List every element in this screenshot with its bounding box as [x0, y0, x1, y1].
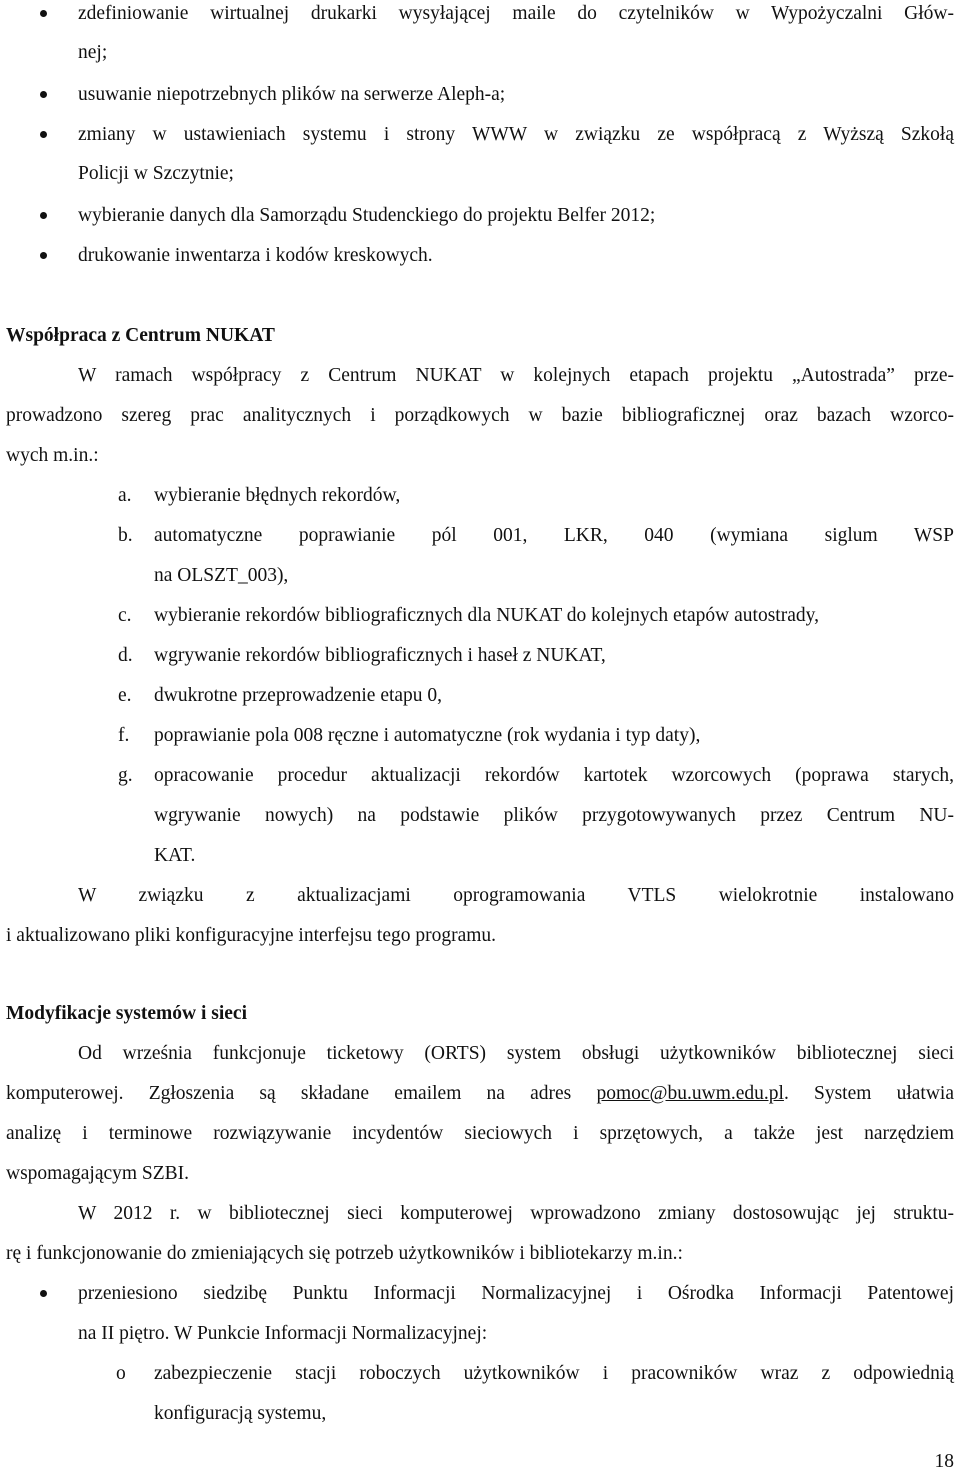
list-item-text: nej; [78, 42, 108, 63]
bullet-icon [40, 91, 47, 98]
paragraph-line: wspomagającym SZBI. [6, 1163, 190, 1184]
list-item-text: KAT. [154, 845, 196, 866]
bullet-icon [40, 131, 47, 138]
bullet-icon [40, 212, 47, 219]
paragraph-line: W ramach współpracy z Centrum NUKAT w kolejnych etapach projektu „Autostrada” prze- [78, 365, 954, 386]
paragraph-line: rę i funkcjonowanie do zmieniających się potrzeb użytkowników i bibliotekarzy m.in.: [6, 1243, 683, 1264]
bullet-icon [40, 1290, 47, 1297]
paragraph-line: i aktualizowano pliki konfiguracyjne interfejsu tego programu. [6, 925, 497, 946]
list-item-label: c. [118, 605, 132, 626]
circle-bullet-icon: o [116, 1363, 126, 1384]
list-item-text: wybieranie błędnych rekordów, [154, 485, 401, 506]
paragraph-text: . System ułatwia [783, 1083, 954, 1104]
paragraph-line: W 2012 r. w bibliotecznej sieci komputerowej wprowadzono zmiany dostosowując jej struktu- [78, 1203, 954, 1224]
list-item-text: na II piętro. W Punkcie Informacji Normalizacyjnej: [78, 1323, 488, 1344]
bullet-icon [40, 252, 47, 259]
list-item-text: wgrywanie rekordów bibliograficznych i haseł z NUKAT, [154, 645, 606, 666]
list-item-label: g. [118, 765, 133, 786]
list-item-text: opracowanie procedur aktualizacji rekordów kartotek wzorcowych (poprawa starych, [154, 765, 954, 786]
list-item-text: usuwanie niepotrzebnych plików na serwerze Aleph-a; [78, 84, 506, 105]
list-item-label: e. [118, 685, 132, 706]
list-item-text: automatyczne poprawianie pól 001, LKR, 040 (wymiana siglum WSP [154, 525, 954, 546]
list-item-text: zabezpieczenie stacji roboczych użytkowników i pracowników wraz z odpowiednią [154, 1363, 954, 1384]
list-item-text: drukowanie inwentarza i kodów kreskowych. [78, 245, 433, 266]
list-item-text: wybieranie danych dla Samorządu Studenckiego do projektu Belfer 2012; [78, 205, 656, 226]
paragraph-line: W związku z aktualizacjami oprogramowania VTLS wielokrotnie instalowano [78, 885, 954, 906]
email-link[interactable]: pomoc@bu.uwm.edu.pl [596, 1083, 784, 1104]
list-item-text: wgrywanie nowych) na podstawie plików przygotowywanych przez Centrum NU- [154, 805, 954, 826]
list-item-label: f. [118, 725, 130, 746]
list-item-text: konfiguracją systemu, [154, 1403, 327, 1424]
paragraph-line: prowadzono szereg prac analitycznych i porządkowych w bazie bibliograficznej oraz bazach wzorco- [6, 405, 954, 426]
paragraph-line: analizę i terminowe rozwiązywanie incydentów sieciowych i sprzętowych, a także jest narzędziem [6, 1123, 954, 1144]
list-item-label: d. [118, 645, 133, 666]
list-item-text: na OLSZT_003), [154, 565, 289, 586]
paragraph-line [6, 1082, 954, 1106]
list-item-text: zdefiniowanie wirtualnej drukarki wysyłającej maile do czytelników w Wypożyczalni Głów- [78, 3, 954, 24]
list-item-text: zmiany w ustawieniach systemu i strony WWW w związku ze współpracą z Wyższą Szkołą [78, 124, 954, 145]
section-heading-network: Modyfikacje systemów i sieci [6, 1003, 247, 1024]
section-heading-nukat: Współpraca z Centrum NUKAT [6, 325, 275, 346]
list-item-text: przeniesiono siedzibę Punktu Informacji Normalizacyjnej i Ośrodka Informacji Patentowej [78, 1283, 954, 1304]
list-item-text: Policji w Szczytnie; [78, 163, 234, 184]
paragraph-line: wych m.in.: [6, 445, 99, 466]
page-number: 18 [934, 1451, 954, 1472]
list-item-label: b. [118, 525, 133, 546]
list-item-text: dwukrotne przeprowadzenie etapu 0, [154, 685, 443, 706]
list-item-text: wybieranie rekordów bibliograficznych dla NUKAT do kolejnych etapów autostrady, [154, 605, 819, 626]
bullet-icon [40, 10, 47, 17]
paragraph-text: komputerowej. Zgłoszenia są składane emailem na adres [6, 1083, 597, 1104]
paragraph-line: Od września funkcjonuje ticketowy (ORTS) system obsługi użytkowników bibliotecznej sieci [78, 1043, 954, 1064]
list-item-text: poprawianie pola 008 ręczne i automatyczne (rok wydania i typ daty), [154, 725, 701, 746]
list-item-label: a. [118, 485, 132, 506]
